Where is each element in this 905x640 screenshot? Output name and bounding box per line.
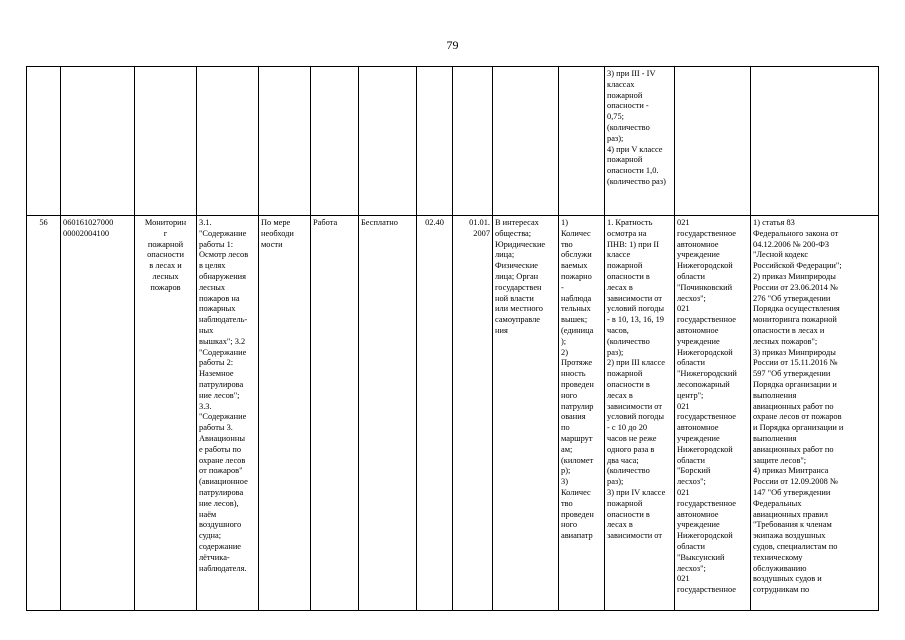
work-content-cell: 3.1. "Содержание работы 1: Осмотр лесов в целях обнаружения лесных пожаров на пожарных наблюдатель- ных вышках"; 3.2 "Содержание работы 2: Наземное патрулирова ние лесов"; 3.3. "Содержание работы 3. Авиационны е работы по охране лесов от пожаров" (авиационное патрулирова ние лесов), наём воздушного судна; содержание лётчика- наблюдателя. <box>197 216 259 611</box>
legal-basis-cell: 1) статья 83 Федерального закона от 04.12.2006 № 200-ФЗ "Лесной кодекс Российской Федерации"; 2) приказ Минприроды России от 23.06.2014 № 276 "Об утверждении Порядка осуществления мониторинга пожарной опасности в лесах и лесных пожаров"; 3) приказ Минприроды России от 15.11.2016 № 597 "Об утверждении Порядка организации и выполнения авиационных работ по охране лесов от пожаров и Порядка организации и выполнения авиационных работ по защите лесов"; 4) приказ Минтранса России от 12.09.2008 № 147 "Об утверждении Федеральных авиационных правил "Требования к членам экипажа воздушных судов, специалистам по техническому обслуживанию воздушных судов и сотрудникам по <box>751 216 879 611</box>
table-cell <box>311 67 359 216</box>
institutions-cell: 021 государственное автономное учреждение Нижегородской области "Починковский лесхоз"; 021 государственное автономное учреждение Нижегородской области "Нижегородский лесопожарный центр"; 021 государственное автономное учреждение Нижегородской области "Борский лесхоз"; 021 государственное автономное учреждение Нижегородской области "Выксунский лесхоз"; 021 государственное <box>675 216 751 611</box>
okved-cell: 02.40 <box>417 216 453 611</box>
table-cell <box>417 67 453 216</box>
table-cell <box>559 67 605 216</box>
row-number-cell: 56 <box>27 216 61 611</box>
table-cell <box>751 67 879 216</box>
table-cell <box>259 67 311 216</box>
table-cell <box>135 67 197 216</box>
quality-cell: 1. Кратность осмотра на ПНВ: 1) при II классе пожарной опасности в лесах в зависимости от условий погоды - в 10, 13, 16, 19 часов, (количество раз); 2) при III классе пожарной опасности в лесах в зависимости от условий погоды - с 10 до 20 часов не реже одного раза в два часа; (количество раз); 3) при IV классе пожарной опасности в лесах в зависимости от <box>605 216 675 611</box>
table-row <box>27 216 879 611</box>
service-name-cell: Мониторин г пожарной опасности в лесах и лесных пожаров <box>135 216 197 611</box>
quality-continuation-cell: 3) при III - IV классах пожарной опасности - 0,75; (количество раз); 4) при V классе пожарной опасности 1,0. (количество раз) <box>605 67 675 216</box>
consumers-cell: В интересах общества; Юридические лица; Физические лица; Орган государствен ной власти или местного самоуправле ния <box>493 216 559 611</box>
table-cell <box>675 67 751 216</box>
date-cell: 01.01. 2007 <box>453 216 493 611</box>
condition-cell: По мере необходи мости <box>259 216 311 611</box>
type-cell: Работа <box>311 216 359 611</box>
indicators-cell: 1) Количес тво обслужи ваемых пожарно - наблюда тельных вышек; (единица ); 2) Протяже нность проведен ного патрулир ования по маршрут ам; (километ р); 3) Количес тво проведен ного авиапатр <box>559 216 605 611</box>
table-cell <box>197 67 259 216</box>
registry-table <box>26 66 879 611</box>
table-cell <box>493 67 559 216</box>
page-number: 79 <box>446 38 459 52</box>
table-cell <box>61 67 135 216</box>
registry-code-cell: 060161027000 00002004100 <box>61 216 135 611</box>
table-row <box>27 67 879 216</box>
table-cell <box>453 67 493 216</box>
table-cell <box>27 67 61 216</box>
table-cell <box>359 67 417 216</box>
payment-cell: Бесплатно <box>359 216 417 611</box>
